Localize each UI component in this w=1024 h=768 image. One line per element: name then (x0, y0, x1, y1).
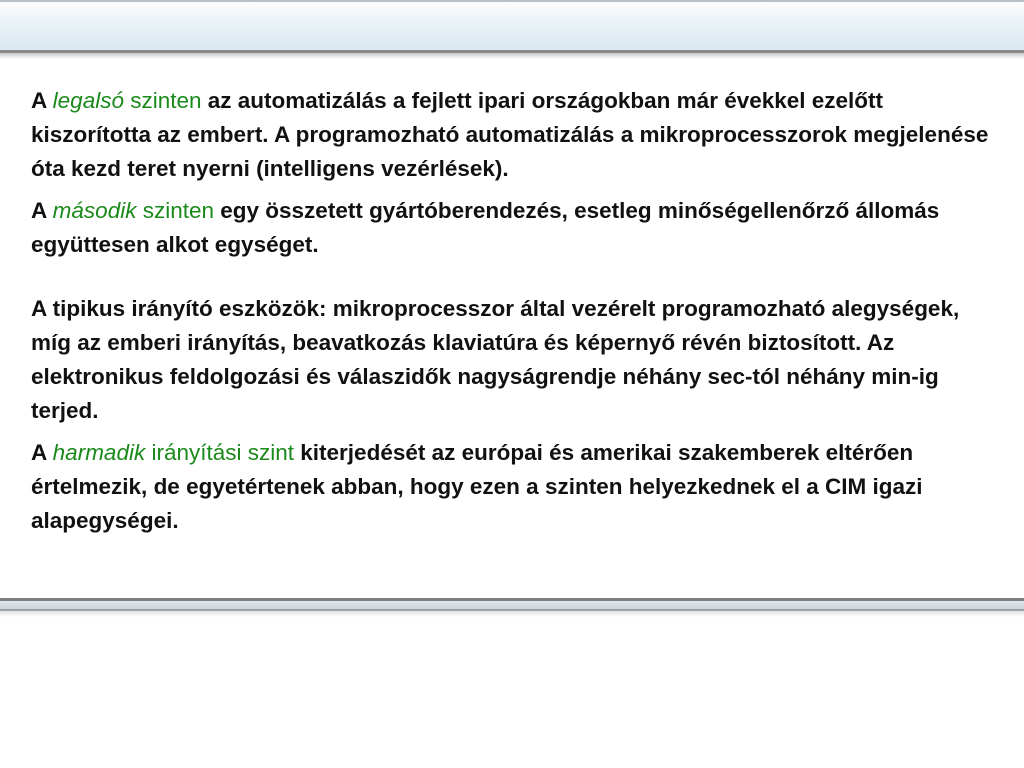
paragraph-text: az automatizálás a fejlett ipari országokban már évekkel ezelőtt kiszorította az embert. A programozható automatizálás a mikroprocesszorok megjelenése óta kezd teret nyerni (intelligens vezérlések). (31, 88, 989, 181)
paragraph-lead: A (31, 88, 53, 113)
highlight-italic-term: második (52, 198, 137, 223)
paragraph-devices (31, 292, 991, 428)
highlight-term: szinten (123, 88, 202, 113)
highlight-term: szinten (136, 198, 215, 223)
paragraph-level-3 (31, 436, 991, 538)
header-rule-shadow (0, 53, 1024, 59)
highlight-italic-term: harmadik (52, 440, 146, 465)
slide-body (31, 84, 991, 538)
paragraph-text: egy összetett gyártóberendezés, esetleg minőségellenőrző állomás együttesen alkot egységet. (31, 198, 940, 257)
footer-band (0, 601, 1024, 609)
paragraph-text: A tipikus irányító eszközök: mikroprocesszor által vezérelt programozható alegységek, míg az emberi irányítás, beavatkozás klaviatúra és képernyő révén biztosított. Az elektronikus feldolgozási és válaszidők nagyságrendje néhány sec-tól néhány min-ig terjed. (31, 296, 960, 423)
paragraph-text: kiterjedését az európai és amerikai szakemberek eltérően értelmezik, de egyetértenek abban, hogy ezen a szinten helyezkednek el a CIM igazi alapegységei. (31, 440, 923, 533)
header-top-edge (0, 0, 1024, 2)
paragraph-level-2 (31, 194, 991, 262)
footer-shadow (0, 611, 1024, 617)
paragraph-lead: A (31, 440, 53, 465)
paragraph-lead: A (31, 198, 53, 223)
header-band (0, 0, 1024, 52)
paragraph-level-1 (31, 84, 991, 186)
highlight-italic-term: legalsó (52, 88, 124, 113)
highlight-term: irányítási szint (145, 440, 295, 465)
